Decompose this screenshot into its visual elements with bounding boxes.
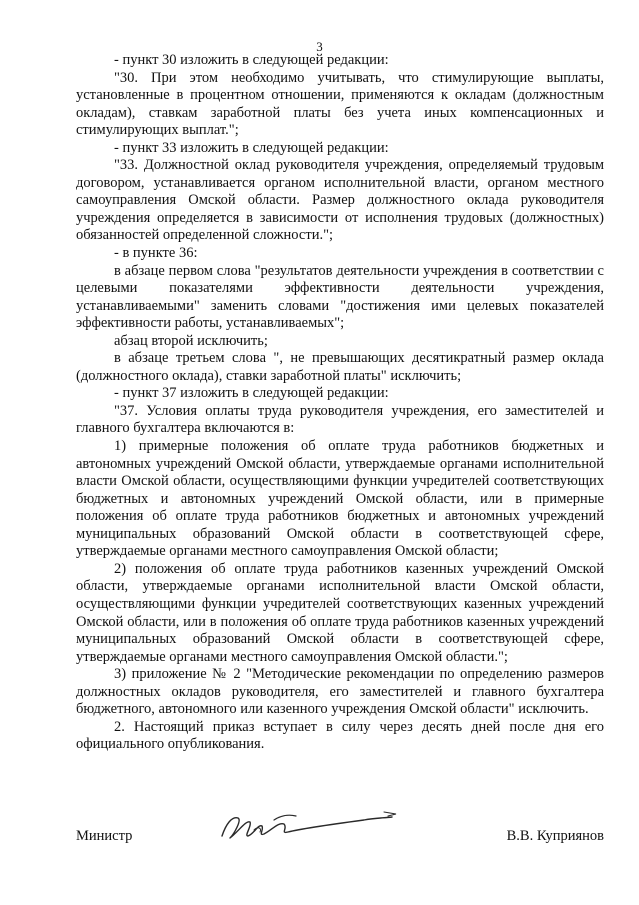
page-number: 3	[316, 39, 323, 54]
handwritten-signature-icon	[214, 806, 404, 846]
signatory-name: В.В. Куприянов	[506, 828, 604, 844]
paragraph-item-30-text: "30. При этом необходимо учитывать, что стимулирующие выплаты, установленные в процентном отношении, применяются к окладам (должностным окладам), ставкам заработной платы без учета иных компенсационных и стимулирующих выплат.";	[76, 69, 604, 139]
paragraph-item-36-third: в абзаце третьем слова ", не превышающих десятикратный размер оклада (должностного оклада), ставки заработной платы" исключить;	[76, 350, 604, 384]
paragraph-item-30-heading: - пункт 30 изложить в следующей редакции:	[114, 52, 389, 68]
paragraph-item-33-heading: - пункт 33 изложить в следующей редакции:	[114, 139, 389, 156]
paragraph-item-36-heading: - в пункте 36:	[114, 245, 198, 262]
paragraph-item-36-first: в абзаце первом слова "результатов деятельности учреждения в соответствии с целевыми показателями эффективности деятельности учреждения, устанавливаемыми" заменить словами "достижения ими целевых показателей эффективности работы, устанавливаемых";	[76, 262, 604, 332]
paragraph-item-36-second: абзац второй исключить;	[114, 332, 268, 349]
paragraph-item-33-text: "33. Должностной оклад руководителя учреждения, определяемый трудовым договором, устанавливается органом исполнительной власти, органом местного самоуправления Омской области. Размер должностного оклада руководителя учреждения определяется в зависимости от исполнения трудовых (должностных) обязанностей определенной сложности.";	[76, 157, 604, 244]
paragraph-item-37-sub-2: 2) положения об оплате труда работников казенных учреждений Омской области, утверждаемые органами исполнительной власти Омской области, осуществляющими функции учредителей соответствующих казенных учреждений Омской области, или в положения об оплате труда работников казенных учреждений муниципальных образований Омской области в соответствующей сфере, утверждаемые органами местного самоуправления Омской области.";	[76, 560, 604, 665]
signature-block	[76, 806, 604, 866]
paragraph-entry-into-force: 2. Настоящий приказ вступает в силу через десять дней после дня его официального опубликования.	[76, 718, 604, 753]
paragraph-item-37-text: "37. Условия оплаты труда руководителя учреждения, его заместителей и главного бухгалтера включаются в:	[76, 402, 604, 437]
signatory-title: Министр	[76, 828, 133, 844]
paragraph-item-37-heading: - пункт 37 изложить в следующей редакции:	[114, 385, 389, 402]
paragraph-item-37-sub-3: 3) приложение № 2 "Методические рекомендации по определению размеров должностных окладов руководителя, его заместителей и главного бухгалтера бюджетного, автономного или казенного учреждения Омской области" исключить.	[76, 666, 604, 718]
document-body	[76, 52, 604, 754]
paragraph-item-37-sub-1: 1) примерные положения об оплате труда работников бюджетных и автономных учреждений Омской области, утверждаемые органами исполнительной власти Омской области, осуществляющими функции учредителей соответствующих бюджетных и автономных учреждений Омской области, или в примерные положения об оплате труда работников бюджетных и автономных учреждений муниципальных образований Омской области в соответствующей сфере, утверждаемые органами местного самоуправления Омской области;	[76, 438, 604, 560]
